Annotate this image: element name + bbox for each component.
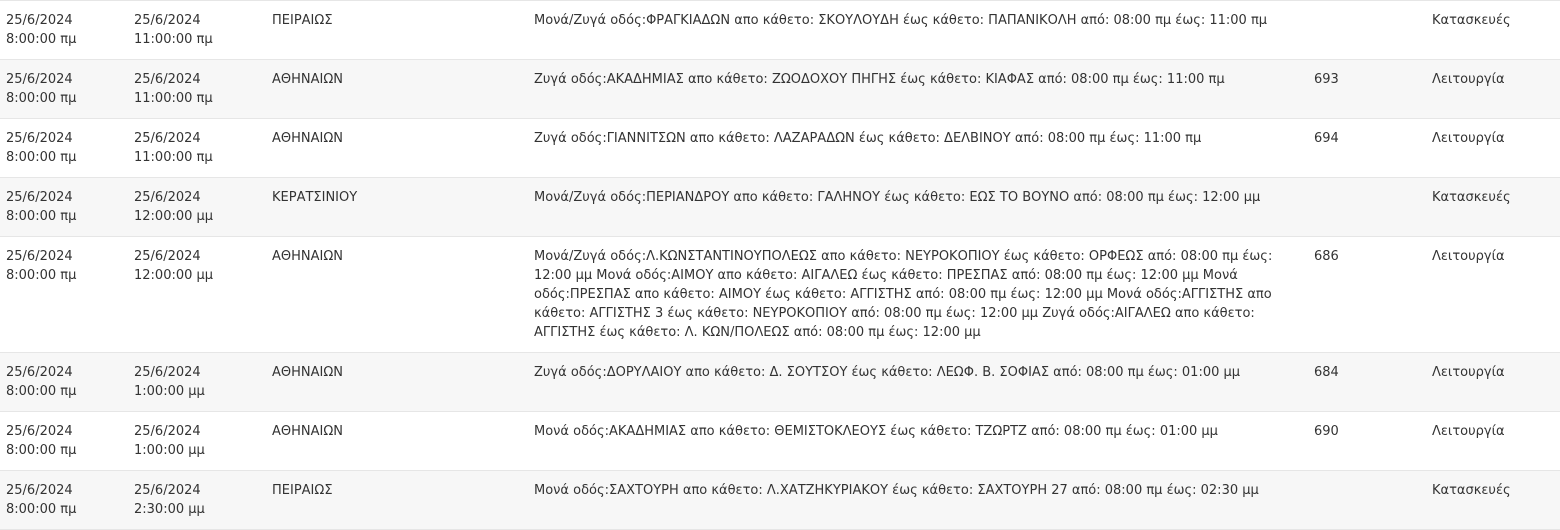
from-date: 25/6/2024 <box>6 424 73 439</box>
cell-from-datetime <box>0 471 128 530</box>
table-row <box>0 1 1560 60</box>
to-date: 25/6/2024 <box>134 13 201 28</box>
cell-type: Κατασκευές <box>1432 190 1511 205</box>
cell-to-datetime <box>128 178 266 237</box>
cell-type: Λειτουργία <box>1432 249 1505 264</box>
from-time: 8:00:00 πμ <box>6 91 77 106</box>
to-time: 12:00:00 μμ <box>134 268 214 283</box>
cell-type: Κατασκευές <box>1432 483 1511 498</box>
cell-to-datetime <box>128 471 266 530</box>
cell-number: 694 <box>1314 131 1339 146</box>
to-time: 1:00:00 μμ <box>134 384 205 399</box>
from-date: 25/6/2024 <box>6 483 73 498</box>
cell-type: Κατασκευές <box>1432 13 1511 28</box>
from-date: 25/6/2024 <box>6 190 73 205</box>
table-row <box>0 60 1560 119</box>
cell-from-datetime <box>0 119 128 178</box>
table-row <box>0 471 1560 530</box>
from-time: 8:00:00 πμ <box>6 209 77 224</box>
cell-description: Ζυγά οδός:ΓΙΑΝΝΙΤΣΩΝ απο κάθετo: ΛΑΖΑΡΑΔΩΝ έως κάθετο: ΔΕΛΒΙΝΟΥ από: 08:00 πμ έως: 11:00 πμ <box>534 131 1202 146</box>
cell-from-datetime <box>0 60 128 119</box>
cell-description: Ζυγά οδός:ΑΚΑΔΗΜΙΑΣ απο κάθετo: ΖΩΟΔΟΧΟΥ ΠΗΓΗΣ έως κάθετο: ΚΙΑΦΑΣ από: 08:00 πμ έως: 11:00 πμ <box>534 72 1225 87</box>
from-time: 8:00:00 πμ <box>6 150 77 165</box>
cell-to-datetime <box>128 412 266 471</box>
cell-from-datetime <box>0 353 128 412</box>
from-time: 8:00:00 πμ <box>6 384 77 399</box>
from-date: 25/6/2024 <box>6 365 73 380</box>
to-time: 1:00:00 μμ <box>134 443 205 458</box>
cell-municipality: ΠΕΙΡΑΙΩΣ <box>272 13 333 28</box>
cell-from-datetime <box>0 412 128 471</box>
cell-description: Μονά οδός:ΑΚΑΔΗΜΙΑΣ απο κάθετo: ΘΕΜΙΣΤΟΚΛΕΟΥΣ έως κάθετο: ΤΖΩΡΤΖ από: 08:00 πμ έως: 01:00 μμ <box>534 424 1218 439</box>
to-time: 11:00:00 πμ <box>134 150 213 165</box>
from-time: 8:00:00 πμ <box>6 443 77 458</box>
cell-municipality: ΠΕΙΡΑΙΩΣ <box>272 483 333 498</box>
cell-municipality: ΑΘΗΝΑΙΩΝ <box>272 424 344 439</box>
table-row <box>0 412 1560 471</box>
from-time: 8:00:00 πμ <box>6 32 77 47</box>
cell-to-datetime <box>128 119 266 178</box>
to-date: 25/6/2024 <box>134 365 201 380</box>
cell-to-datetime <box>128 353 266 412</box>
table-row <box>0 178 1560 237</box>
cell-description: Μονά/Ζυγά οδός:ΠΕΡΙΑΝΔΡΟΥ απο κάθετo: ΓΑΛΗΝΟΥ έως κάθετο: ΕΩΣ ΤΟ ΒΟΥΝΟ από: 08:00 πμ έως: 12:00 μμ <box>534 190 1261 205</box>
from-time: 8:00:00 πμ <box>6 268 77 283</box>
to-time: 11:00:00 πμ <box>134 32 213 47</box>
from-date: 25/6/2024 <box>6 131 73 146</box>
table-body <box>0 1 1560 530</box>
cell-type: Λειτουργία <box>1432 131 1505 146</box>
cell-municipality: ΑΘΗΝΑΙΩΝ <box>272 365 344 380</box>
cell-description: Μονά/Ζυγά οδός:Λ.ΚΩΝΣΤΑΝΤΙΝΟΥΠΟΛΕΩΣ απο κάθετo: ΝΕΥΡΟΚΟΠΙΟΥ έως κάθετο: ΟΡΦΕΩΣ από: 08:00 πμ έως: 12:00 μμ Μονά οδός:ΑΙΜΟΥ απο κάθετo: ΑΙΓΑΛΕΩ έως κάθετο: ΠΡΕΣΠΑΣ από: 08:00 πμ έως: 12:00 μμ Μονά οδός:ΠΡΕΣΠΑΣ απο κάθετo: ΑΙΜΟΥ έως κάθετο: ΑΓΓΙΣΤΗΣ από: 08:00 πμ έως: 12:00 μμ Μονά οδός:ΑΓΓΙΣΤΗΣ απο κάθετo: ΑΓΓΙΣΤΗΣ 3 έως κάθετο: ΝΕΥΡΟΚΟΠΙΟΥ από: 08:00 πμ έως: 12:00 μμ Ζυγά οδός:ΑΙΓΑΛΕΩ απο κάθετo: ΑΓΓΙΣΤΗΣ έως κάθετο: Λ. ΚΩΝ/ΠΟΛΕΩΣ από: 08:00 πμ έως: 12:00 μμ <box>534 249 1273 340</box>
cell-type: Λειτουργία <box>1432 424 1505 439</box>
cell-to-datetime <box>128 60 266 119</box>
to-date: 25/6/2024 <box>134 249 201 264</box>
cell-municipality: ΑΘΗΝΑΙΩΝ <box>272 131 344 146</box>
cell-number: 684 <box>1314 365 1339 380</box>
cell-number <box>1308 1 1426 60</box>
cell-to-datetime <box>128 1 266 60</box>
table-row <box>0 353 1560 412</box>
to-time: 11:00:00 πμ <box>134 91 213 106</box>
cell-type: Λειτουργία <box>1432 365 1505 380</box>
cell-from-datetime <box>0 178 128 237</box>
table-row <box>0 119 1560 178</box>
cell-number <box>1308 471 1426 530</box>
cell-number: 693 <box>1314 72 1339 87</box>
to-time: 2:30:00 μμ <box>134 502 205 517</box>
cell-municipality: ΑΘΗΝΑΙΩΝ <box>272 72 344 87</box>
from-date: 25/6/2024 <box>6 249 73 264</box>
cell-description: Μονά/Ζυγά οδός:ΦΡΑΓΚΙΑΔΩΝ απο κάθετo: ΣΚΟΥΛΟΥΔΗ έως κάθετο: ΠΑΠΑΝΙΚΟΛΗ από: 08:00 πμ έως: 11:00 πμ <box>534 13 1268 28</box>
cell-municipality: ΑΘΗΝΑΙΩΝ <box>272 249 344 264</box>
cell-description: Ζυγά οδός:ΔΟΡΥΛΑΙΟΥ απο κάθετo: Δ. ΣΟΥΤΣΟΥ έως κάθετο: ΛΕΩΦ. Β. ΣΟΦΙΑΣ από: 08:00 πμ έως: 01:00 μμ <box>534 365 1241 380</box>
cell-municipality: ΚΕΡΑΤΣΙΝΙΟΥ <box>272 190 358 205</box>
cell-number <box>1308 178 1426 237</box>
from-time: 8:00:00 πμ <box>6 502 77 517</box>
cell-number: 690 <box>1314 424 1339 439</box>
to-date: 25/6/2024 <box>134 190 201 205</box>
cell-from-datetime <box>0 237 128 353</box>
from-date: 25/6/2024 <box>6 72 73 87</box>
to-date: 25/6/2024 <box>134 131 201 146</box>
to-date: 25/6/2024 <box>134 424 201 439</box>
to-date: 25/6/2024 <box>134 72 201 87</box>
to-time: 12:00:00 μμ <box>134 209 214 224</box>
cell-description: Μονά οδός:ΣΑΧΤΟΥΡΗ απο κάθετo: Λ.ΧΑΤΖΗΚΥΡΙΑΚΟΥ έως κάθετο: ΣΑΧΤΟΥΡΗ 27 από: 08:00 πμ έως: 02:30 μμ <box>534 483 1259 498</box>
cell-to-datetime <box>128 237 266 353</box>
from-date: 25/6/2024 <box>6 13 73 28</box>
to-date: 25/6/2024 <box>134 483 201 498</box>
cell-from-datetime <box>0 1 128 60</box>
cell-type: Λειτουργία <box>1432 72 1505 87</box>
table-row <box>0 237 1560 353</box>
cell-number: 686 <box>1314 249 1339 264</box>
